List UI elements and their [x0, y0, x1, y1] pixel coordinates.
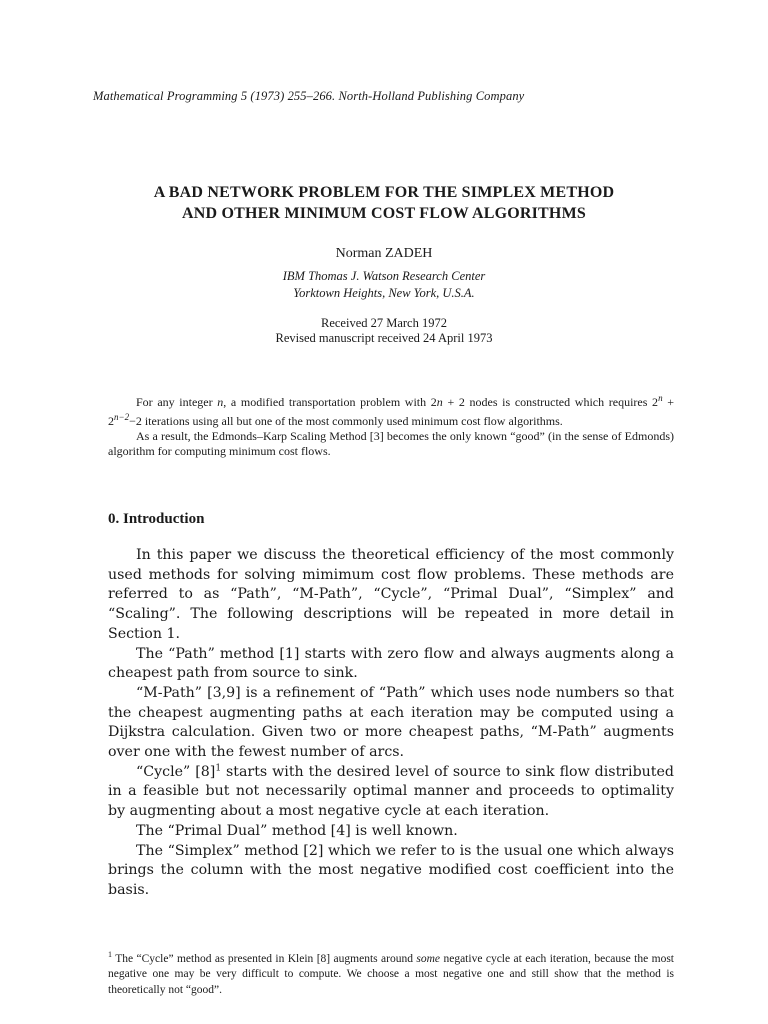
received-date: Received 27 March 1972 [320, 316, 447, 330]
abstract-paragraph-2: As a result, the Edmonds–Karp Scaling Method [3] becomes the only known “good” (in the sense of Edmonds) algorithm for computing minimum cost flows. [108, 429, 674, 458]
journal-citation: Mathematical Programming 5 (1973) 255–266. North-Holland Publishing Company [93, 89, 525, 103]
abstract [108, 391, 674, 459]
paper-title-line-2: AND OTHER MINIMUM COST FLOW ALGORITHMS [182, 205, 586, 222]
body-paragraph-2: The “Path” method [1] starts with zero flow and always augments along a cheapest path from source to sink. [108, 645, 674, 682]
abstract-text: For any integer [136, 395, 218, 409]
abstract-paragraph-1 [108, 391, 674, 429]
abstract-text: + 2 nodes is constructed which requires 2 [442, 395, 659, 409]
section-heading: 0. Introduction [108, 511, 205, 527]
footnote [108, 947, 674, 998]
footnote-text: negative cycle at each iteration, because the most negative one may be very difficult to compute. We choose a most negative one and still show that the method is theoretically not “good”. [108, 952, 674, 996]
body-text-span: “Cycle” [8] [136, 763, 216, 780]
body-paragraph-3: “M-Path” [3,9] is a refinement of “Path” which uses node numbers so that the cheapest augmenting paths at each iteration may be computed using a Dijkstra calculation. Given two or more cheapest paths, “M-Path” augments over one with the fewest number of arcs. [108, 684, 674, 761]
affiliation-line-2: Yorktown Heights, New York, U.S.A. [293, 286, 475, 300]
abstract-exponent: n [658, 393, 663, 403]
footnote-1 [108, 947, 674, 998]
affiliation-line-1: IBM Thomas J. Watson Research Center [282, 269, 486, 283]
footnote-emphasis: some [416, 952, 441, 965]
paper-title-line-1: A BAD NETWORK PROBLEM FOR THE SIMPLEX METHOD [153, 184, 615, 201]
abstract-math: n [217, 395, 224, 409]
body-text [108, 546, 674, 901]
abstract-text: −2 iterations using all but one of the most commonly used minimum cost flow algorithms. [129, 414, 563, 428]
paper-title [0, 182, 768, 224]
body-paragraph-4 [108, 763, 674, 822]
body-paragraph-6: The “Simplex” method [2] which we refer to is the usual one which always brings the column with the most negative modified cost coefficient into the basis. [108, 842, 674, 898]
footnote-reference: 1 [215, 763, 222, 773]
received-dates [0, 316, 768, 346]
abstract-text: + 2 [108, 395, 674, 428]
author-name: Norman ZADEH [335, 246, 433, 261]
body-paragraph-5: The “Primal Dual” method [4] is well known. [136, 822, 458, 839]
footnote-text: The “Cycle” method as presented in Klein [8] augments around [112, 952, 417, 965]
footnote-mark: 1 [108, 950, 112, 959]
abstract-math: n [436, 395, 443, 409]
body-text-span: starts with the desired level of source to sink flow distributed in a feasible but not necessarily optimal manner and proceeds to optimality by augmenting about a most negative cycle at each iteration. [108, 763, 674, 820]
revised-date: Revised manuscript received 24 April 1973 [275, 331, 493, 345]
body-paragraph-1: In this paper we discuss the theoretical efficiency of the most commonly used methods for solving mimimum cost flow problems. These methods are referred to as “Path”, “M-Path”, “Cycle”, “Primal Dual”, “Simplex” and “Scaling”. The following descriptions will be repeated in more detail in Section 1. [108, 547, 674, 642]
abstract-exponent: n−2 [114, 412, 130, 422]
abstract-text: , a modified transportation problem with 2 [223, 395, 437, 409]
author-affiliation [0, 268, 768, 302]
